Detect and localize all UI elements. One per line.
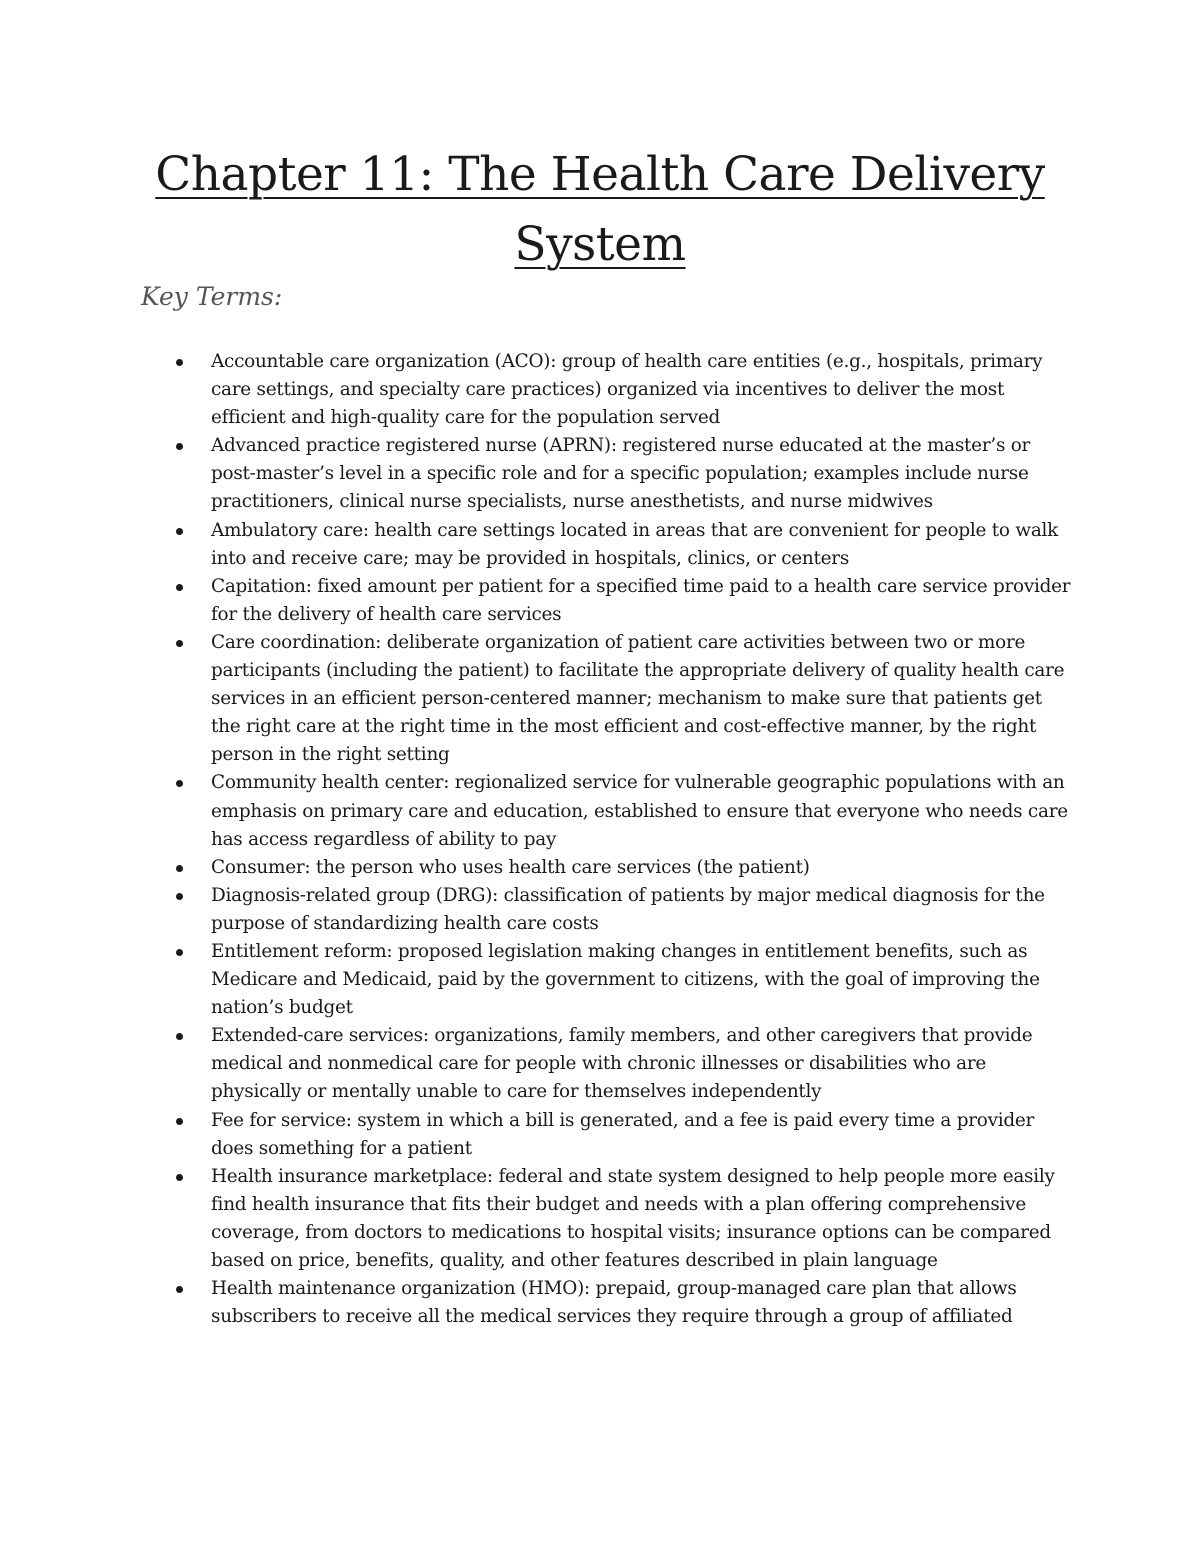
list-item <box>176 1163 1076 1275</box>
bullet-icon <box>176 780 183 787</box>
list-item <box>176 432 1076 516</box>
list-item <box>176 1107 1076 1163</box>
bullet-icon <box>176 528 183 535</box>
bullet-icon <box>176 1118 183 1125</box>
term-text: Accountable care organization (ACO): group of health care entities (e.g., hospitals, primary care settings, and specialty care practices) organized via incentives to deliver the most efficient and high-quality care for the population served <box>211 351 1043 429</box>
bullet-icon <box>176 1286 183 1293</box>
term-text: Fee for service: system in which a bill is generated, and a fee is paid every time a provider does something for a patient <box>211 1109 1035 1159</box>
key-terms-heading: Key Terms: <box>141 282 283 311</box>
term-text: Diagnosis-related group (DRG): classification of patients by major medical diagnosis for the purpose of standardizing health care costs <box>211 884 1045 934</box>
list-item <box>176 854 1076 882</box>
term-text: Ambulatory care: health care settings located in areas that are convenient for people to walk into and receive care; may be provided in hospitals, clinics, or centers <box>211 519 1059 569</box>
bullet-icon <box>176 893 183 900</box>
term-text: Capitation: fixed amount per patient for a specified time paid to a health care service provider for the delivery of health care services <box>211 575 1071 625</box>
bullet-icon <box>176 640 183 647</box>
page-title-text: Chapter 11: The Health Care Delivery System <box>155 147 1045 272</box>
bullet-icon <box>176 443 183 450</box>
bullet-icon <box>176 1174 183 1181</box>
term-text: Health insurance marketplace: federal and state system designed to help people more easily find health insurance that fits their budget and needs with a plan offering comprehensive coverage, from doctors to medications to hospital visits; insurance options can be compared based on price, benefits, quality, and other features described in plain language <box>211 1165 1055 1271</box>
bullet-icon <box>176 865 183 872</box>
list-item <box>176 573 1076 629</box>
list-item <box>176 517 1076 573</box>
term-text: Community health center: regionalized service for vulnerable geographic populations with an emphasis on primary care and education, established to ensure that everyone who needs care has access regardless of ability to pay <box>211 772 1068 850</box>
bullet-icon <box>176 1033 183 1040</box>
list-item <box>176 629 1076 769</box>
list-item <box>176 882 1076 938</box>
term-text: Care coordination: deliberate organization of patient care activities between two or more participants (including the patient) to facilitate the appropriate delivery of quality health care services in an efficient person-centered manner; mechanism to make sure that patients get the right care at the right time in the most efficient and cost-effective manner, by the right person in the right setting <box>211 631 1065 766</box>
list-item <box>176 1022 1076 1106</box>
key-terms-list <box>176 348 1076 1331</box>
term-text: Health maintenance organization (HMO): prepaid, group-managed care plan that allows subscribers to receive all the medical services they require through a group of affiliated <box>211 1278 1017 1328</box>
list-item <box>176 348 1076 432</box>
term-text: Advanced practice registered nurse (APRN): registered nurse educated at the master’s or post-master’s level in a specific role and for a specific population; examples include nurse practitioners, clinical nurse specialists, nurse anesthetists, and nurse midwives <box>211 435 1031 513</box>
bullet-icon <box>176 584 183 591</box>
bullet-icon <box>176 359 183 366</box>
page-title <box>100 140 1100 280</box>
term-text: Entitlement reform: proposed legislation making changes in entitlement benefits, such as Medicare and Medicaid, paid by the government to citizens, with the goal of improving the nation’s budget <box>211 940 1040 1019</box>
bullet-icon <box>176 949 183 956</box>
term-text: Consumer: the person who uses health care services (the patient) <box>211 856 810 878</box>
list-item <box>176 1275 1076 1331</box>
term-text: Extended-care services: organizations, family members, and other caregivers that provide medical and nonmedical care for people with chronic illnesses or disabilities who are physically or mentally unable to care for themselves independently <box>211 1025 1033 1103</box>
list-item <box>176 769 1076 853</box>
list-item <box>176 938 1076 1022</box>
